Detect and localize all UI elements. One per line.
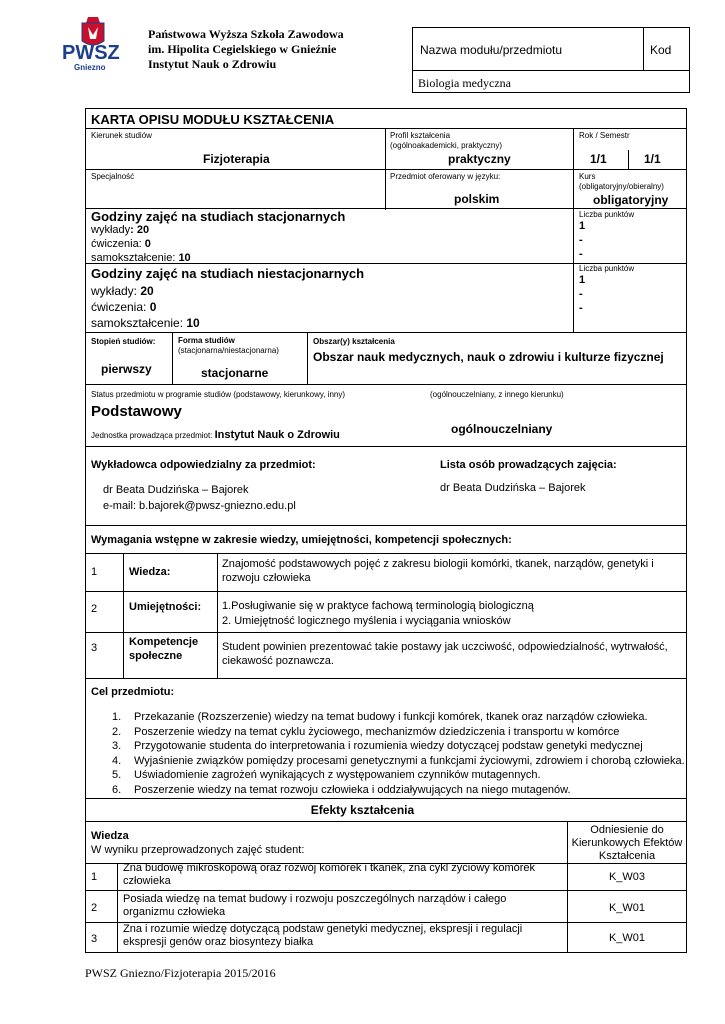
- wym-label-2: Umiejętności:: [129, 601, 202, 613]
- jezyk-label: Przedmiot oferowany w języku:: [390, 172, 501, 181]
- niestacj-cwiczenia-value: 0: [149, 300, 157, 314]
- stacjonarne-title: Godziny zajęć na studiach stacjonarnych: [91, 209, 346, 224]
- stacj-wyklady-value: : 20: [130, 224, 150, 236]
- niestacj-wyklady-value: 20: [140, 284, 154, 298]
- niestacj-p1: 1: [579, 274, 586, 286]
- jednostka-label: Jednostka prowadząca przedmiot:: [91, 431, 215, 440]
- module-name: Biologia medyczna: [418, 76, 511, 90]
- logo-text: PWSZ: [62, 42, 120, 64]
- kierunek-label: Kierunek studiów: [91, 131, 152, 140]
- cel-item-1: Przekazanie (Rozszerzenie) wiedzy na temat budowy i funkcji komórek, tkanek oraz narządów człowieka.: [134, 711, 648, 723]
- kurs-label: [579, 172, 664, 192]
- stacj-cwiczenia-label: ćwiczenia:: [91, 238, 145, 250]
- wykladowca-email[interactable]: e-mail: b.bajorek@pwsz-gniezno.edu.pl: [103, 500, 296, 512]
- niestacj-samo-label: samokształcenie:: [91, 316, 187, 330]
- profil-label: [390, 131, 502, 151]
- status-label: Status przedmiotu w programie studiów (podstawowy, kierunkowy, inny): [91, 390, 346, 399]
- wym-label-3: Kompetencje społeczne: [129, 636, 199, 662]
- wymagania-title: Wymagania wstępne w zakresie wiedzy, umiejętności, kompetencji społecznych:: [91, 534, 512, 546]
- semestr-value: 1/1: [644, 152, 661, 166]
- efekt-code-1: K_W03: [608, 871, 646, 883]
- cel-item-4: Wyjaśnienie związków pomiędzy procesami genetycznymi a funkcjami życiowymi, zdrowiem i chorobą człowieka.: [134, 754, 685, 767]
- school-line-2: im. Hipolita Cegielskiego w Gnieźnie: [148, 42, 337, 56]
- efekt-num-2: 2: [91, 902, 98, 914]
- stacj-cwiczenia-value: 0: [144, 238, 151, 250]
- niestacj-samo-value: 10: [186, 316, 200, 330]
- wym-text-2a: 1.Posługiwanie się w praktyce fachową terminologią biologiczną: [222, 600, 534, 612]
- wym-text-2: [222, 599, 534, 629]
- rok-value: 1/1: [590, 152, 607, 166]
- wym-num-3: 3: [91, 642, 98, 654]
- jednostka-value: Instytut Nauk o Zdrowiu: [214, 429, 340, 441]
- cel-title: Cel przedmiotu:: [91, 686, 175, 698]
- niestacj-cwiczenia-label: ćwiczenia:: [91, 300, 150, 314]
- cel-item-5: Uświadomienie zagrożeń wynikających z występowaniem czynników mutagennych.: [134, 769, 541, 781]
- cel-item-3: Przygotowanie studenta do interpretowania i rozumienia wiedzy dotyczącej podstaw genetyki medycznej: [134, 740, 643, 752]
- stacj-p2: -: [579, 234, 583, 246]
- logo-subtext: Gniezno: [74, 63, 106, 72]
- module-name-label: Nazwa modułu/przedmiotu: [420, 43, 563, 57]
- efekt-text-2: Posiada wiedzę na temat budowy i rozwoju poszczególnych narządów i całego organizmu człowieka: [123, 893, 507, 918]
- efekt-code-3: K_W01: [608, 932, 646, 944]
- rok-label: Rok / Semestr: [579, 131, 630, 140]
- niestacj-p3: -: [579, 302, 583, 314]
- status-label-2: (ogólnouczelniany, z innego kierunku): [430, 390, 564, 399]
- logo: [60, 15, 124, 73]
- kierunek-value: Fizjoterapia: [203, 152, 270, 166]
- wym-text-1: Znajomość podstawowych pojęć z zakresu biologii komórki, tkanek, narządów, genetyki i rozwoju człowieka: [222, 558, 654, 584]
- efekt-text-3: Zna i rozumie wiedzę dotyczącą podstaw genetyki medycznej, ekspresji i regulacji ekspresji genów oraz biosyntezy białka: [123, 923, 523, 948]
- wym-text-3: Student powinien prezentować takie postawy jak uczciwość, odpowiedzialność, wytrwałość, ciekawość poznawcza.: [222, 641, 668, 667]
- wykladowca-name: dr Beata Dudzińska – Bajorek: [103, 484, 249, 496]
- lista-label: Lista osób prowadzących zajęcia:: [440, 459, 617, 471]
- efekt-text-1: Zna budowę mikroskopową oraz rozwój komórek i tkanek, zna cykl życiowy komórek człowieka: [123, 862, 536, 887]
- kurs-label-1: Kurs: [579, 172, 596, 181]
- obszar-value: Obszar nauk medycznych, nauk o zdrowiu i kulturze fizycznej: [313, 350, 664, 364]
- niestacj-punkty-label: Liczba punktów: [579, 264, 635, 273]
- wym-num-2: 2: [91, 603, 98, 615]
- stacjonarne-hours: [91, 223, 191, 265]
- niestacjonarne-title: Godziny zajęć na studiach niestacjonarnych: [91, 266, 365, 281]
- jezyk-value: polskim: [454, 192, 500, 206]
- wym-label-1: Wiedza:: [129, 566, 171, 578]
- stacj-punkty: [579, 210, 634, 261]
- stacj-p3: -: [579, 248, 583, 260]
- obszar-label: Obszar(y) kształcenia: [313, 337, 395, 346]
- stacj-samo-value: 10: [178, 252, 191, 264]
- odn-line-3: Kształcenia: [598, 850, 656, 862]
- wykladowca-label: Wykładowca odpowiedzialny za przedmiot:: [91, 459, 316, 471]
- stacj-samo-label: samokształcenie:: [91, 252, 179, 264]
- stacj-punkty-label: Liczba punktów: [579, 210, 635, 219]
- efekty-wiedza-label: Wiedza: [91, 830, 129, 842]
- school-name: [148, 27, 344, 72]
- wym-num-1: 1: [91, 566, 98, 578]
- kurs-value: obligatoryjny: [593, 193, 669, 207]
- niestacj-punkty: [579, 264, 634, 315]
- niestacj-wyklady-label: wykłady:: [91, 284, 141, 298]
- wym-text-2b: 2. Umiejętność logicznego myślenia i wyciągania wniosków: [222, 615, 511, 627]
- profil-label-2: (ogólnoakademicki, praktyczny): [390, 141, 503, 150]
- efekty-wiedza-sub: W wyniku przeprowadzonych zajęć student:: [91, 844, 305, 856]
- niestacjonarne-hours: [91, 283, 200, 331]
- forma-label-1: Forma studiów: [178, 336, 235, 345]
- kurs-label-2: (obligatoryjny/obieralny): [579, 182, 664, 191]
- odn-line-2: Kierunkowych Efektów: [571, 837, 683, 849]
- stacj-p1: 1: [579, 220, 586, 232]
- cel-item-2: Poszerzenie wiedzy na temat cyklu życiowego, mechanizmów dziedziczenia i transportu w komórce: [134, 725, 620, 738]
- stopien-value: pierwszy: [101, 362, 152, 376]
- code-label: Kod: [650, 43, 672, 57]
- efekt-num-3: 3: [91, 933, 98, 945]
- forma-label-2: (stacjonarna/niestacjonarna): [178, 346, 279, 355]
- lista-name: dr Beata Dudzińska – Bajorek: [440, 482, 586, 494]
- efekt-code-2: K_W01: [608, 902, 646, 914]
- wykladowca-info: [103, 482, 296, 514]
- cel-list: 1. Przekazanie (Rozszerzenie) wiedzy na temat budowy i funkcji komórek, tkanek oraz narządów człowieka. 2. Poszerzenie wiedzy na temat cyklu życiowego, mechanizmów dziedziczenia i transportu w komórce 3. Przygotowanie studenta do interpretowania i rozumienia wiedzy dotyczącej podstaw genetyki medycznej 4. Wyjaśnienie związków pomiędzy procesami genetycznymi a funkcjami życiowymi, zdrowiem i chorobą człowieka. 5. Uświadomienie zagrożeń wynikających z występowaniem czynników mutagennych. 6. Poszerzenie wiedzy na temat rozwoju człowieka i oddziaływujących na niego mutagenów.: [112, 711, 685, 796]
- card-title: KARTA OPISU MODUŁU KSZTAŁCENIA: [91, 112, 335, 127]
- profil-label-1: Profil kształcenia: [390, 131, 451, 140]
- odn-line-1: Odniesienie do: [590, 824, 664, 836]
- stopien-label: Stopień studiów:: [91, 337, 156, 346]
- school-line-3: Instytut Nauk o Zdrowiu: [148, 57, 277, 71]
- ogolno-value: ogólnouczelniany: [451, 422, 553, 436]
- forma-value: stacjonarne: [201, 366, 269, 380]
- specjalnosc-label: Specjalność: [91, 172, 135, 181]
- forma-label: [178, 336, 279, 356]
- profil-value: praktyczny: [448, 152, 511, 166]
- cel-item-6: Poszerzenie wiedzy na temat rozwoju człowieka i oddziaływujących na niego mutagenów.: [134, 783, 571, 796]
- status-value: Podstawowy: [91, 403, 182, 420]
- efekty-title: Efekty kształcenia: [310, 803, 415, 817]
- jednostka: [91, 425, 340, 443]
- efekt-num-1: 1: [91, 871, 98, 883]
- school-line-1: Państwowa Wyższa Szkoła Zawodowa: [148, 27, 344, 41]
- stacj-wyklady-label: wykłady: [91, 224, 131, 236]
- footer-text: PWSZ Gniezno/Fizjoterapia 2015/2016: [85, 966, 276, 980]
- efekty-odniesienie: [567, 824, 687, 863]
- niestacj-p2: -: [579, 288, 583, 300]
